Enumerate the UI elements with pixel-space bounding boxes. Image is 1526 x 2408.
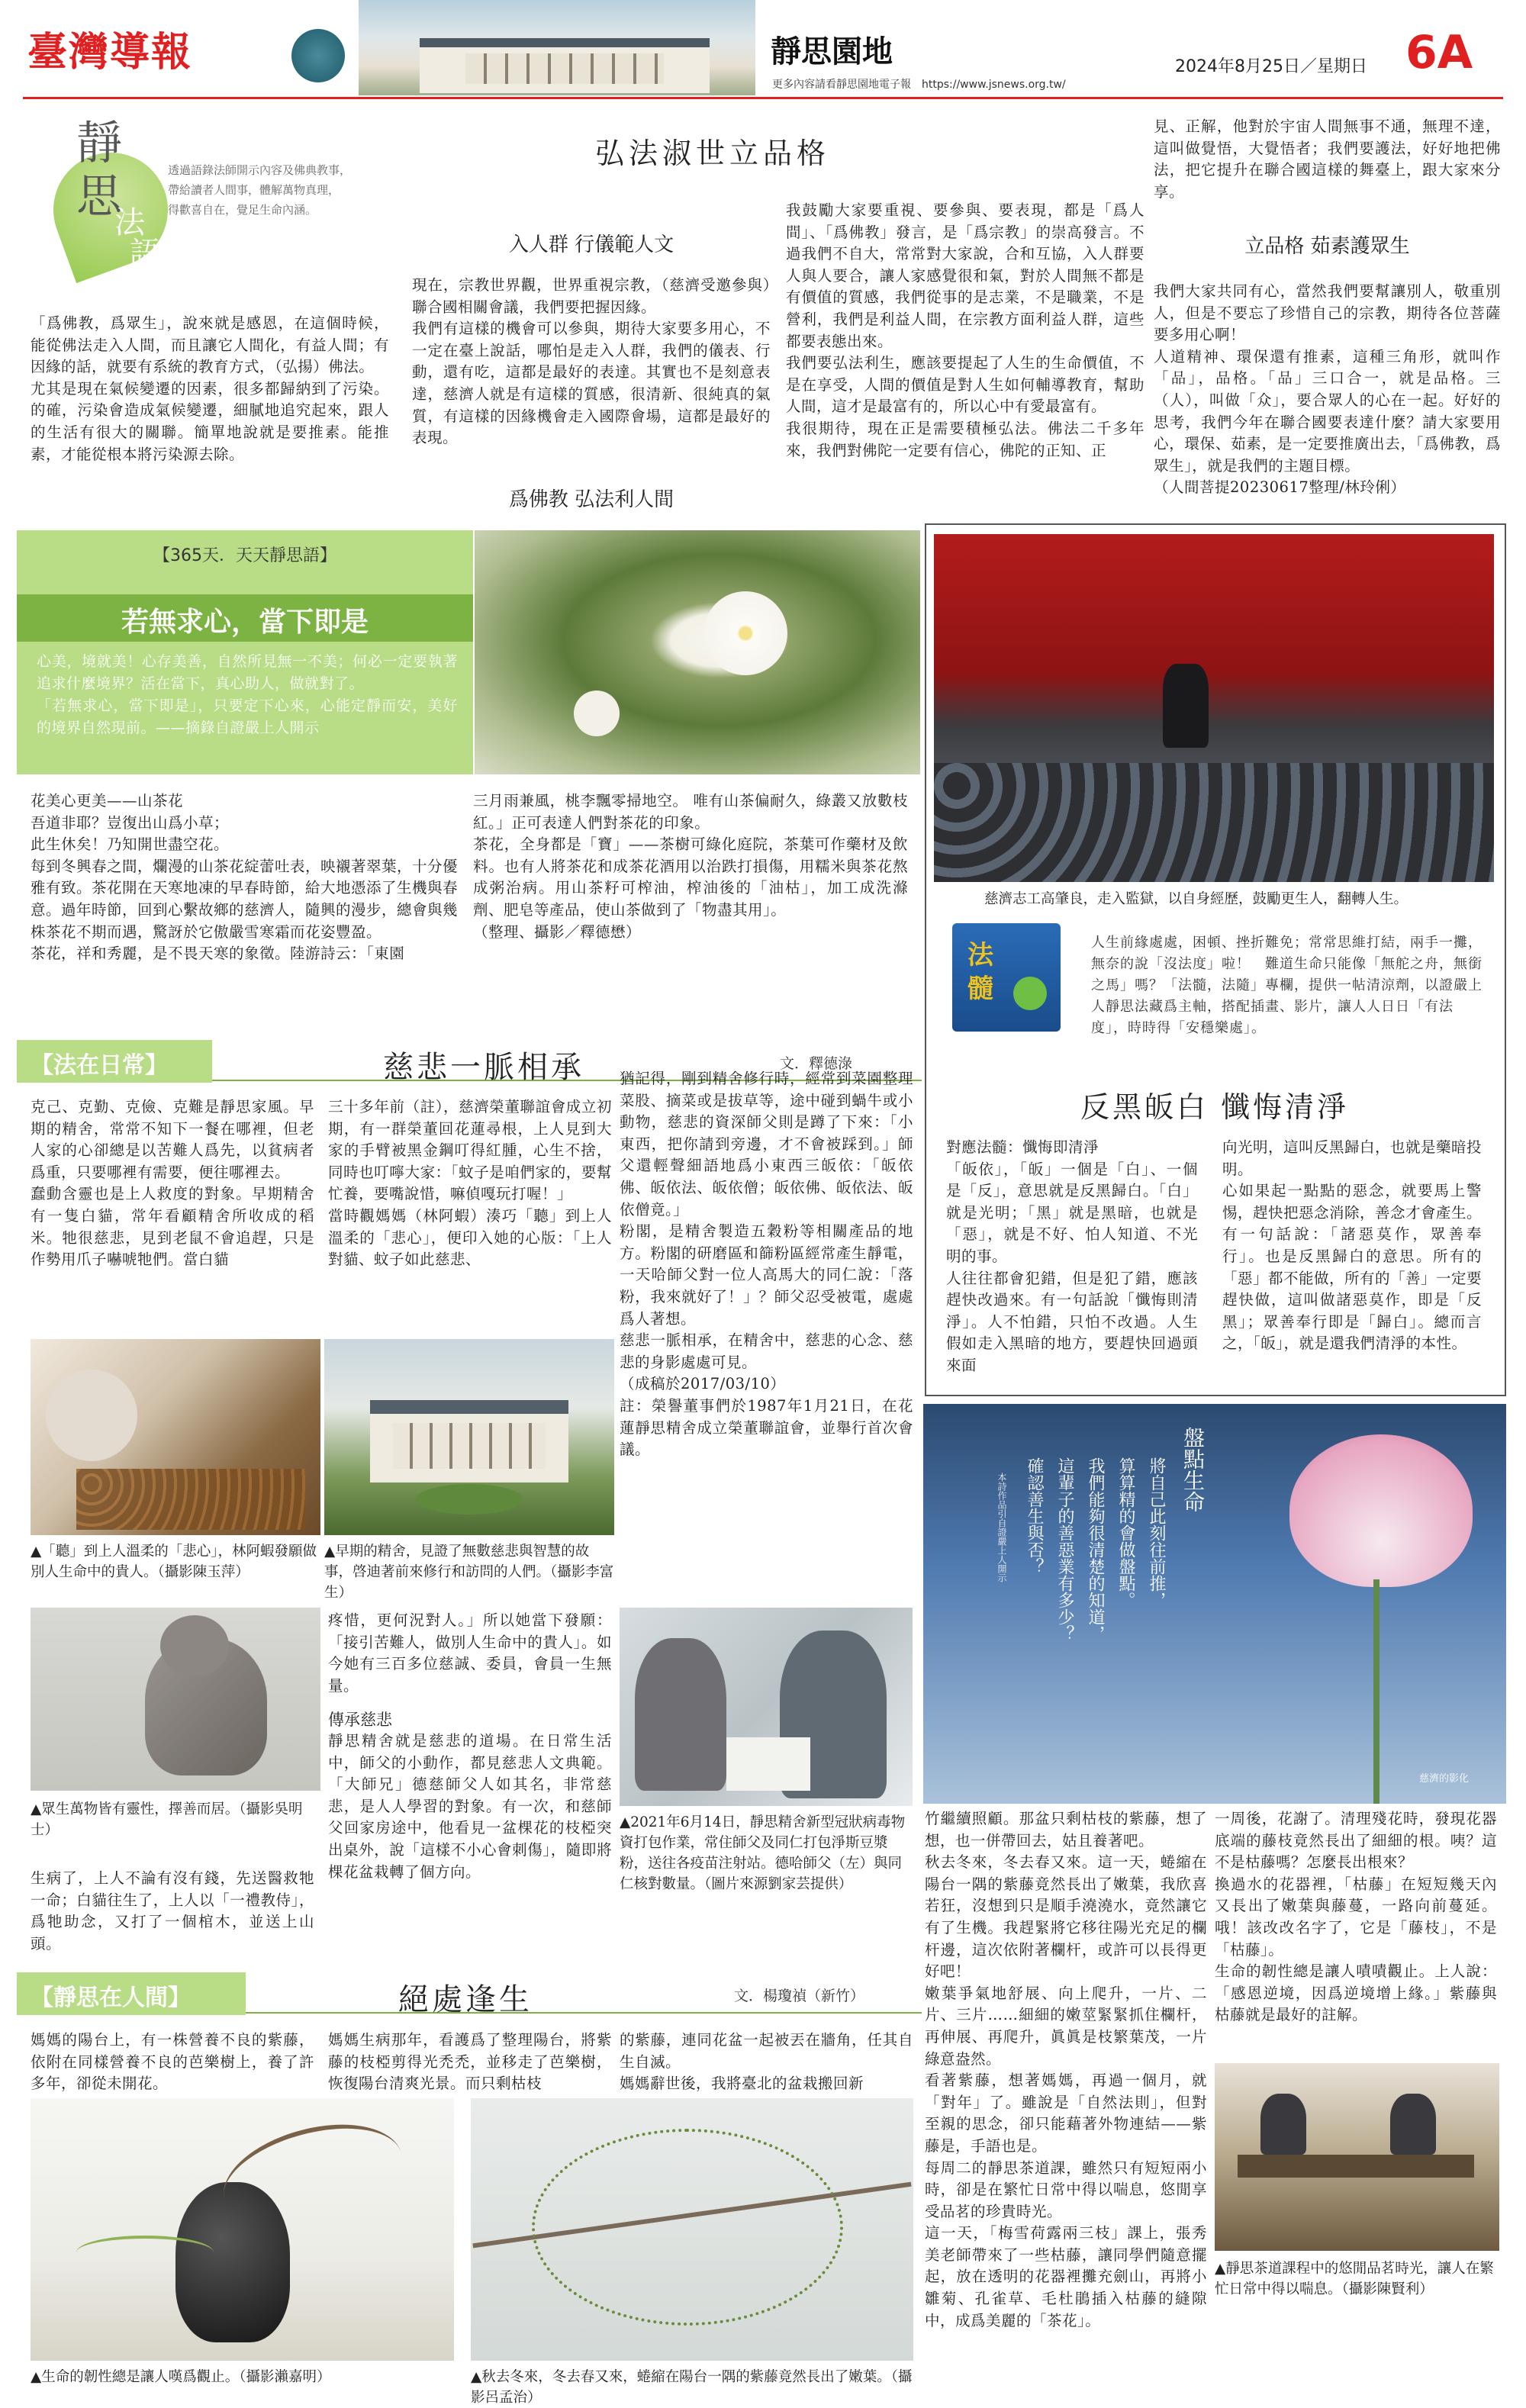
section-title: 靜思園地 (771, 34, 893, 69)
a3-col2: 三十多年前（註），慈濟榮董聯誼會成立初期，有一群榮董回花蓮尋根，上人見到大家的手臂被黑金鋼叮得紅腫，心生不捨，同時也叮嚀大家：「蚊子是咱們家的，要幫忙養，要嘴說惜，嘛偵嘎玩打喔！」 當時觀媽媽（林阿蝦）湊巧「聽」到上人溫柔的「悲心」，便印入她的心版：「上人對貓、蚊子如此慈悲、 (328, 1098, 612, 1269)
poem-line-5: 確認善生與否？ (1025, 1457, 1044, 1575)
a2-col1: 花美心更美——山茶花 吾道非耶？豈復出山爲小草； 此生休矣！乃知開世盡空花。 每到冬興春之間，爛漫的山茶花綻蕾吐表，映襯著翠葉，十分優雅有致。茶花開在天寒地凍的早春時節，給大地憑添了生機與春意。過年時節，回到心繫故鄉的慈濟人，隨興的漫步，總會與幾株茶花不期而遇，驚訝於它傲嚴雪寒霜而花姿豐盈。 茶花，祥和秀麗，是不畏天寒的象徵。陸游詩云：「東園 (31, 792, 459, 963)
page-number: 6A (1405, 26, 1473, 79)
a2-intro: 心美，境就美！心存美善，自然所見無一不美；何必一定要執著追求什麼境界？活在當下，真心助人，做就對了。 「若無求心，當下即是」，只要定下心來，心能定靜而安，美好的境界自然現前。——摘錄自證嚴上人開示 (37, 653, 458, 736)
lotus-artwork (923, 1404, 1506, 1804)
a2-tag: 【365天．天天靜思語】 (153, 546, 336, 565)
a6-header (17, 1972, 922, 2018)
paper-title: 臺灣導報 (27, 29, 193, 76)
poem-line-1: 將自己此刻往前推， (1147, 1457, 1166, 1608)
a3-cap3: ▲早期的精舍，見證了無數慈悲與智慧的故事，啓迪著前來修行和訪問的人們。（攝影李富生） (324, 1544, 614, 1601)
poem-line-4: 這輩子的善惡業有多少？ (1055, 1457, 1074, 1642)
a6-tag: 【靜思在人間】 (31, 1985, 191, 2011)
a3-cap4: ▲2021年6月14日，靜思精舍新型冠狀病毒物資打包作業，常住師父及同仁打包淨斯豆漿粉，送往各疫苗注射站。德哈師父（左）與同仁核對數量。（圖片來源劉家芸提供） (620, 1814, 906, 1892)
a2-title: 若無求心，當下即是 (121, 607, 369, 638)
a4-intro: 人生前緣處處，困頓、挫折難免；常常思維打結，兩手一攤，無奈的說「沒法度」啦！ 難道生命只能像「無舵之舟，無銜之馬」嗎？「法髓，法隨」專欄，提供一帖清涼劑，以證嚴上人靜思法藏爲主軸，搭配插畫、影片，讓人人日日「有法度」，時時得「安穩樂處」。 (1091, 935, 1483, 1036)
a4-col1: 對應法髓：懺悔即清淨 「皈依」，「皈」一個是「白」、一個是「反」，意思就是反黑歸白。「白」就是光明；「黑」就是黑暗，也就是「惡」，就是不好、怕人知道、不光明的事。 人往往都會犯錯，但是犯了錯，應該趕快改過來。有一句話說「懺悔則清淨」。人不怕錯，只怕不改過。人生假如走入黑暗的地方，要趕快回過頭來面 (946, 1138, 1198, 1374)
a3-cap1: ▲「聽」到上人溫柔的「悲心」，林阿蝦發願做別人生命中的貴人。（攝影陳玉萍） (31, 1544, 317, 1580)
title-char-3: 法 (114, 205, 145, 240)
a5-cap: ▲靜思茶道課程中的悠閒品茗時光，讓人在繁忙日常中得以喘息。（攝影陳賢利） (1215, 2261, 1494, 2297)
a3-col3: 猶記得，剛到精舍修行時，經常到菜園整理菜股、摘菜或是拔草等，途中碰到蝸牛或小動物，慈悲的資深師父則是蹲了下來：「小東西，把你請到旁邊，才不會被踩到。」師父還輕聲細語地爲小東西三皈依：「皈依佛、皈依法、皈依僧；皈依佛、皈依法、皈依僧竟。」 粉閣，是精舍製造五穀粉等相關產品的地方。粉閣的研磨區和篩粉區經常產生靜電，一天哈師父對一位人高馬大的同仁說：「落粉，我來就好了！」？師父忍受被電，處處爲人著想。 慈悲一脈相承，在精舍中，慈悲的心念、慈悲的身影處處可見。 （成稿於2017/03/10） 註：榮譽董事們於1987年1月21日，在花蓮靜思精舍成立榮董聯誼會，並舉行首次會議。 (620, 1070, 913, 1459)
a6-col2: 媽媽生病那年，看護爲了整理陽台，將紫藤的枝椏剪得光禿禿，並移走了芭樂樹，恢復陽台清爽光景。而只剩枯枝 (328, 2031, 612, 2093)
prison-talk-photo (934, 534, 1494, 882)
url-link[interactable]: https://www.jsnews.org.tw/ (922, 79, 1066, 91)
a4-title: 反黑皈白 懺悔清淨 (1080, 1090, 1350, 1124)
elderly-woman-photo (31, 1339, 320, 1535)
a3-subhead: 傳承慈悲 (328, 1711, 392, 1729)
a4-col2: 向光明，這叫反黑歸白，也就是藥暗投明。 心如果起一點點的惡念，就要馬上警惕，趕快把惡念消除，善念才會產生。有一句話說：「諸惡莫作，眾善奉行」。也是反黑歸白的意思。所有的「惡」都不能做，所有的「善」一定要趕快做，這叫做諸惡莫作，即是「反黑」；眾善奉行即是「歸白」。總而言之，「皈」，就是還我們清淨的本性。 (1222, 1138, 1483, 1353)
a1-col3: 我鼓勵大家要重視、要參與、要表現，都是「爲人間」、「爲佛教」發言，是「爲宗教」的崇高發言。不過我們不自大，常常對大家說，合和互協，入人群要人與人要合，讓人家感覺很和氣，對於人間無不都是有價值的質感，我們從事的是志業，不是職業，不是營利，我們是利益人間，在宗教方面利益人群，這些都要表態出來。 我們要弘法利生，應該要提起了人生的生命價值，不是在享受，人間的價值是對人生如何輔導教育，幫助人間，這才是最富有的，所以心中有愛最富有。 我很期待，現在正是需要積極弘法。佛法二千多年來，我們對佛陀一定要有信心，佛陀的正知、正 (786, 201, 1144, 459)
a2-banner (17, 530, 473, 774)
tzu-chi-logo (291, 29, 345, 82)
title-char-1: 靜 (76, 117, 122, 170)
a1-sub3: 立品格 茹素護眾生 (1244, 235, 1410, 258)
sidebar-blurb: 透過語錄法師開示內容及佛典教事， 帶給讀者人間事，體解萬物真理， 得歡喜自在，覺足生命內涵。 (168, 163, 352, 217)
issue-date: 2024年8月25日／星期日 (1175, 57, 1367, 76)
a6-cap1: ▲生命的韌性總是讓人嘆爲觀止。（攝影瀨嘉明） (31, 2369, 331, 2385)
subline: 更多內容請看靜思園地電子報 https://www.jsnews.org.tw/ (772, 79, 1066, 91)
a6-col3: 的紫藤，連同花盆一起被丟在牆角，任其自生自滅。 媽媽辭世後，我將臺北的盆栽搬回新 (620, 2031, 913, 2093)
camellia-photo (475, 530, 920, 774)
a3-title: 慈悲一脈相承 (383, 1050, 584, 1085)
masthead-photo (359, 0, 755, 95)
masthead-rule (23, 97, 1503, 99)
a6-title: 絕處逢生 (398, 1982, 533, 2017)
a3-col1b: 生病了，上人不論有沒有錢，先送醫救牠一命；白貓往生了，上人以「一禮教侍」，爲牠助念，又打了一個棺木，並送上山頭。 (31, 1869, 314, 1952)
a1-sub2: 爲佛教 弘法利人間 (508, 488, 674, 511)
poem-title: 盤點生命 (1180, 1427, 1206, 1512)
fasui-logo (952, 923, 1061, 1032)
a3-col2c: 靜思精舍就是慈悲的道場。在日常生活中，師父的小動作，都見慈悲人文典範。「大師兄」德慈師父人如其名，非常慈悲，是人人學習的對象。有一次，和慈師父回家房途中，他看見一盆棵花的枝椏突出桌外，說「這樣不小心會刺傷」，隨即將棵花盆栽轉了個方向。 (328, 1732, 612, 1881)
a1-col1: 「爲佛教，爲眾生」，說來就是感恩，在這個時候，能從佛法走入人間，而且讓它人間化，有益人間；有因緣的話，就要有系統的教育方式，（弘揚）佛法。 尤其是現在氣候變遷的因素，很多都歸納到了污染。的確，污染會造成氣候變遷，細膩地追究起來，跟人的生活有很大的關聯。簡單地說就是要推素。能推素，才能從根本將污染源去除。 (31, 314, 389, 463)
vase-photo (31, 2098, 454, 2361)
a2-col2: 三月雨兼風，桃李飄零掃地空。 唯有山茶偏耐久，綠叢又放數枝紅。」正可表達人們對茶花的印象。 茶花，全身都是「寶」——茶樹可綠化庭院，茶葉可作藥材及飲料。也有人將茶花和成茶花酒用以治跌打損傷，用糯米與茶花熬成粥治病。用山茶籽可榨油，榨油後的「油枯」，加工成洗滌劑、肥皂等產品，使山茶做到了「物盡其用」。 （整理、攝影／釋德懋） (473, 792, 908, 941)
artwork-stamp: 慈濟的影化 (1419, 1773, 1470, 1785)
a3-col1: 克己、克勤、克儉、克難是靜思家風。早期的精舍，常常不知下一餐在哪裡，但老人家的心卻總是以苦難人爲先，以貧病者爲重，只要哪裡有需要，便往哪裡去。 蠢動含靈也是上人救度的對象。早期精舍有一隻白貓，常年看顧精舍所收成的稻米。牠很慈悲，見到老鼠不會追趕，只是作勢用爪子嚇唬牠們。當白貓 (31, 1098, 314, 1269)
tea-class-photo (1215, 2063, 1499, 2251)
a3-cap2: ▲眾生萬物皆有靈性，擇善而居。（攝影吳明士） (31, 1801, 303, 1838)
sidebar-header (31, 107, 412, 275)
poem-credit: 本詩作品引自證嚴上人開示 (996, 1473, 1007, 1582)
packing-photo (620, 1608, 913, 1806)
a5-col1: 竹繼續照顧。那盆只剩枯枝的紫藤，想了想，也一併帶回去，姑且養著吧。 秋去冬來，冬去春又來。這一天，蜷縮在陽台一隅的紫藤竟然長出了嫩葉，我欣喜若狂，沒想到只是順手澆澆水，竟然讓它有了生機。我趕緊將它移往陽光充足的欄杆邊，這次依附著欄杆，或許可以長得更好吧！ 嫩葉爭氣地舒展、向上爬升，一片、二片、三片……細細的嫩莖緊緊抓住欄杆，再伸展、再爬升，眞眞是枝繁葉茂，一片綠意盎然。 看著紫藤，想著媽媽，再過一個月，就「對年」了。雖說是「自然法則」，但對至親的思念，卻只能藉著外物連結——紫藤是，手語也是。 每周二的靜思茶道課，雖然只有短短兩小時，卻是在繁忙日常中得以喘息，悠閒享受品茗的珍貴時光。 這一天，「梅雪荷露兩三枝」課上，張秀美老師帶來了一些枯藤，讓同學們隨意擺起，放在透明的花器裡攤充劍山，再將小雛菊、孔雀草、毛杜鵑插入枯藤的縫隙中，成爲美麗的「茶花」。 (925, 1810, 1207, 2329)
a6-col1: 媽媽的陽台上，有一株營養不良的紫藤，依附在同樣營養不良的芭樂樹上，養了許多年，卻從未開花。 (31, 2031, 314, 2093)
a1-col2: 現在，宗教世界觀，世界重視宗教，（慈濟受邀參與）聯合國相關會議，我們要把握因緣。 我們有這樣的機會可以參與，期待大家要多用心，不一定在臺上說話，哪怕是走入人群，我們的儀表、行動，還有吃，這都是最好的表達。其實也不是刻意表達，慈濟人就是有這樣的質感，很清新、很純真的氣質，有這樣的因緣機會走入國際會場，這都是最好的表現。 (412, 276, 771, 447)
a3-col2b: 疼惜，更何況對人。」所以她當下發願：「接引苦難人，做別人生命中的貴人」。如今她有三百多位慈誠、委員，會員一生無量。 (328, 1611, 612, 1695)
poem-line-2: 算算精的會做盤點。 (1116, 1457, 1135, 1608)
fasui-logo-text: 法髓 (967, 940, 993, 1004)
jingsi-abode-photo (324, 1339, 614, 1535)
a1-sub1: 入人群 行儀範人文 (508, 233, 674, 256)
wisteria-photo (471, 2098, 913, 2361)
poem-line-3: 我們能夠很清楚的知道， (1086, 1457, 1105, 1642)
article-1-title: 弘法淑世立品格 (595, 137, 831, 170)
a5-col2: 一周後，花謝了。清理殘花時，發現花器底端的藤枝竟然長出了細細的根。咦？這不是枯藤嗎？怎麼長出根來？ 換過水的花器裡，「枯藤」在短短幾天內又長出了嫩葉與藤蔓，一路向前蔓延。哦！該改改名字了，它是「藤枝」，不是「枯藤」。 生命的韌性總是讓人嘖嘖觀止。上人說：「感恩逆境，因爲逆境增上緣。」紫藤與枯藤就是最好的註解。 (1215, 1810, 1497, 2024)
a6-cap2: ▲秋去冬來，冬去春又來，蜷縮在陽台一隅的紫藤竟然長出了嫩葉。（攝影呂孟治） (471, 2369, 913, 2406)
a3-byline: 文．釋德淥 (780, 1055, 853, 1072)
a3-tag: 【法在日常】 (31, 1052, 168, 1079)
a1-col4: 見、正解，他對於宇宙人間無事不通，無理不達，這叫做覺悟，大覺悟者；我們要護法，好好地把佛法，把它提升在聯合國這樣的舞臺上，跟大家來分享。 (1154, 118, 1501, 201)
title-char-4: 語 (130, 236, 160, 271)
a6-byline: 文．楊瓊禎（新竹） (734, 1988, 865, 2004)
a1-col4b: 我們大家共同有心，當然我們要幫讓別人，敬重別人，但是不要忘了珍惜自己的宗教，期待各位菩薩要多用心啊！ 人道精神、環保還有推素，這種三角形，就叫作「品」，品格。「品」三口合一，就是品格。三（人），叫做「众」，要合眾人的心在一起。好好的思考，我們今年在聯合國要表達什麼？請大家要用心，環保、茹素，是一定要推廣出去，「爲佛教，爲眾生」，就是我們的主題目標。 （人間菩提20230617整理/林玲俐） (1154, 282, 1501, 497)
masthead (0, 0, 1526, 99)
cat-photo (31, 1608, 320, 1791)
title-char-2: 思 (76, 170, 122, 224)
a4-imgcap: 慈濟志工高肇良，走入監獄，以自身經歷，鼓勵更生人，翻轉人生。 (984, 891, 1408, 907)
